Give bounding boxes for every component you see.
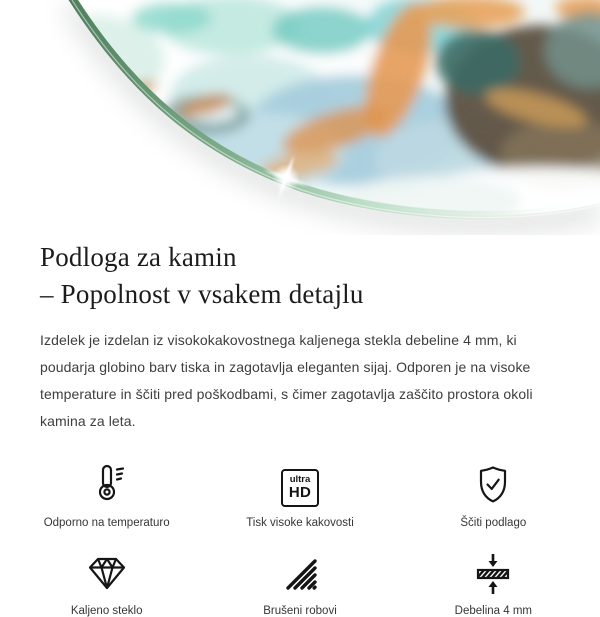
feature-thickness [397, 547, 590, 617]
page-title-line1: Podloga za kamin [40, 242, 237, 272]
feature-label: Ščiti podlago [460, 517, 527, 529]
hero-product-image [0, 0, 600, 235]
page-title-line2: – Popolnost v vsakem detajlu [40, 279, 364, 309]
feature-temperature [10, 459, 203, 529]
ultra-hd-icon [203, 459, 396, 507]
thermometer-icon [10, 459, 203, 507]
feature-tempered-glass [10, 547, 203, 617]
feature-label: Brušeni robovi [263, 605, 337, 617]
product-info-section [0, 239, 600, 435]
feature-label: Odporno na temperaturo [43, 517, 170, 529]
feature-grid [0, 459, 600, 617]
ultra-hd-icon-text-top: ultra [289, 474, 311, 485]
feature-label: Kaljeno steklo [70, 605, 143, 617]
ultra-hd-icon-text-bottom: HD [288, 483, 312, 501]
feature-label: Debelina 4 mm [454, 605, 532, 617]
thickness-icon [397, 547, 590, 595]
feature-label: Tisk visoke kakovosti [246, 517, 354, 529]
feature-print-quality [203, 459, 396, 529]
page-title [40, 239, 560, 313]
diamond-icon [10, 547, 203, 595]
shield-check-icon [397, 459, 590, 507]
polished-edges-icon [203, 547, 396, 595]
feature-protects [397, 459, 590, 529]
feature-polished-edges [203, 547, 396, 617]
product-description: Izdelek je izdelan iz visokokakovostnega kaljenega stekla debeline 4 mm, ki poudarja globino barv tiska in zagotavlja eleganten sijaj. Odporen je na visoke temperature in ščiti pred poškodbami, s čimer zagotavlja zaščito prostora okoli kamina za leta. [40, 332, 533, 429]
